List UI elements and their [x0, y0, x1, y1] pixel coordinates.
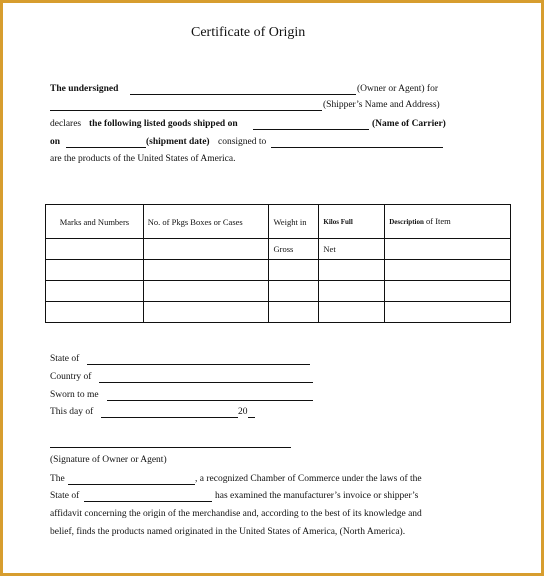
owner-agent-label: (Owner or Agent) for: [357, 84, 438, 94]
document-page: [3, 3, 541, 573]
declares-label: declares: [50, 119, 82, 129]
table-cell[interactable]: [143, 239, 269, 260]
shipment-date-label: (shipment date): [146, 137, 210, 147]
consignee-field[interactable]: [271, 147, 443, 148]
table-cell[interactable]: [143, 260, 269, 281]
state-label: State of: [50, 354, 80, 364]
table-cell[interactable]: [319, 281, 385, 302]
table-cell[interactable]: [385, 260, 511, 281]
on-label: on: [50, 137, 61, 147]
of-item-header-text: of Item: [425, 216, 451, 226]
chamber-recognized-text: , a recognized Chamber of Commerce under the laws of the: [195, 474, 422, 484]
table-cell[interactable]: [385, 302, 511, 323]
table-row: [46, 302, 511, 323]
chamber-name-field[interactable]: [68, 484, 195, 485]
owner-signature-label: (Signature of Owner or Agent): [50, 455, 167, 465]
consigned-to-label: consigned to: [218, 137, 267, 147]
chamber-state-field[interactable]: [84, 501, 212, 502]
table-cell[interactable]: [46, 239, 144, 260]
table-cell[interactable]: [143, 302, 269, 323]
day-label: This day of: [50, 407, 94, 417]
gross-subheader: Gross: [269, 239, 319, 260]
chamber-examined-text: has examined the manufacturer’s invoice or shipper’s: [215, 491, 419, 501]
document-title: Certificate of Origin: [191, 25, 306, 40]
kilos-header-text: Kilos Full: [323, 218, 353, 226]
carrier-field[interactable]: [253, 129, 369, 130]
description-header-text: Description: [389, 218, 424, 226]
table-cell[interactable]: [385, 239, 511, 260]
weight-header: Weight in: [269, 205, 319, 239]
table-row: [46, 281, 511, 302]
table-cell[interactable]: [269, 281, 319, 302]
net-subheader: Net: [319, 239, 385, 260]
undersigned-label: The undersigned: [50, 84, 119, 94]
products-statement: are the products of the United States of America.: [50, 154, 236, 164]
table-cell[interactable]: [46, 281, 144, 302]
chamber-the-label: The: [50, 474, 65, 484]
marks-numbers-header: Marks and Numbers: [46, 205, 144, 239]
owner-signature-line[interactable]: [50, 447, 291, 448]
table-row: [46, 239, 511, 260]
description-header: [385, 205, 511, 239]
kilos-header: [319, 205, 385, 239]
goods-shipped-label: the following listed goods shipped on: [89, 119, 238, 129]
chamber-affidavit-text: affidavit concerning the origin of the merchandise and, according to the best of its knowledge and: [50, 509, 422, 519]
day-field[interactable]: [101, 417, 238, 418]
table-row: [46, 260, 511, 281]
table-header-row: [46, 205, 511, 239]
chamber-state-label: State of: [50, 491, 80, 501]
undersigned-name-field[interactable]: [130, 94, 356, 95]
table-cell[interactable]: [385, 281, 511, 302]
country-label: Country of: [50, 372, 92, 382]
table-cell[interactable]: [319, 260, 385, 281]
state-field[interactable]: [87, 364, 310, 365]
chamber-belief-text: belief, finds the products named originated in the United States of America, (North America).: [50, 527, 406, 537]
shipper-label: (Shipper’s Name and Address): [323, 100, 440, 110]
table-cell[interactable]: [319, 302, 385, 323]
year-label: 20: [238, 407, 248, 417]
table-cell[interactable]: [269, 302, 319, 323]
sworn-field[interactable]: [107, 400, 313, 401]
table-cell[interactable]: [269, 260, 319, 281]
country-field[interactable]: [99, 382, 313, 383]
carrier-label: (Name of Carrier): [372, 119, 446, 129]
packages-header: No. of Pkgs Boxes or Cases: [143, 205, 269, 239]
table-cell[interactable]: [46, 260, 144, 281]
sworn-label: Sworn to me: [50, 390, 99, 400]
certificate-document: [3, 3, 541, 573]
shipment-date-field[interactable]: [66, 147, 146, 148]
table-cell[interactable]: [143, 281, 269, 302]
year-field[interactable]: [248, 417, 255, 418]
table-cell[interactable]: [46, 302, 144, 323]
shipper-name-field[interactable]: [50, 110, 322, 111]
goods-table: [45, 204, 511, 323]
